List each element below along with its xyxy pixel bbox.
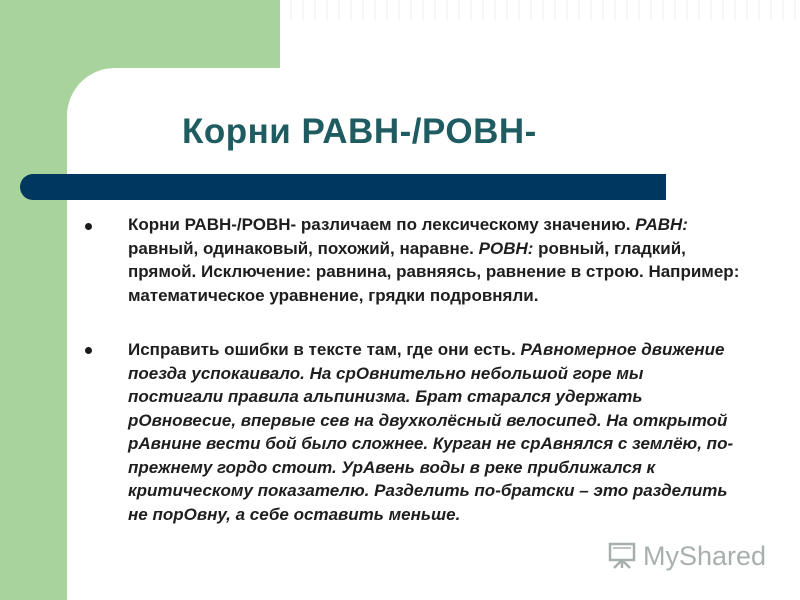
bullet-1-part-3: равный, одинаковый, похожий, наравне. [128, 238, 479, 258]
watermark-logo [607, 538, 766, 574]
bullet-text-2 [128, 338, 743, 526]
slide-title: Корни РАВН-/РОВН- [182, 112, 537, 151]
top-decorative-strip [280, 0, 800, 20]
bullet-2-part-1: Исправить ошибки в тексте там, где они есть. [128, 340, 521, 359]
bullet-1-part-2: РАВН: [635, 215, 688, 234]
bullet-text-1 [128, 213, 743, 307]
watermark-text: MyShared [643, 540, 767, 571]
bullet-dot-1 [85, 223, 92, 230]
bullet-1-part-5: ровный, гладкий, прямой. Исключение: равнина, равняясь, равнение в строю. Например: математическое уравнение, грядки подровняли. [128, 238, 740, 305]
bullet-dot-2 [85, 347, 92, 354]
presentation-board-icon [607, 541, 637, 571]
bullet-1-part-4: РОВН: [478, 238, 534, 258]
bullet-2-part-2: РАвномерное движение поезда успокаивало. На срОвнительно небольшой горе мы постигали правила альпинизма. Брат старался удержать рОвновесие, впервые сев на двухколёсный велосипед. На открытой рАвнине вести бой было сложнее. Курган не срАвнялся с землёю, по-прежнему гордо стоит. УрАвень воды в реке приближался к критическому показателю. Разделить по-братски – это разделить не порОвну, а себе оставить меньше. [128, 340, 734, 524]
title-underline-bar [20, 174, 666, 200]
bullet-1-part-1: Корни РАВН-/РОВН- различаем по лексическому значению. [128, 215, 636, 234]
